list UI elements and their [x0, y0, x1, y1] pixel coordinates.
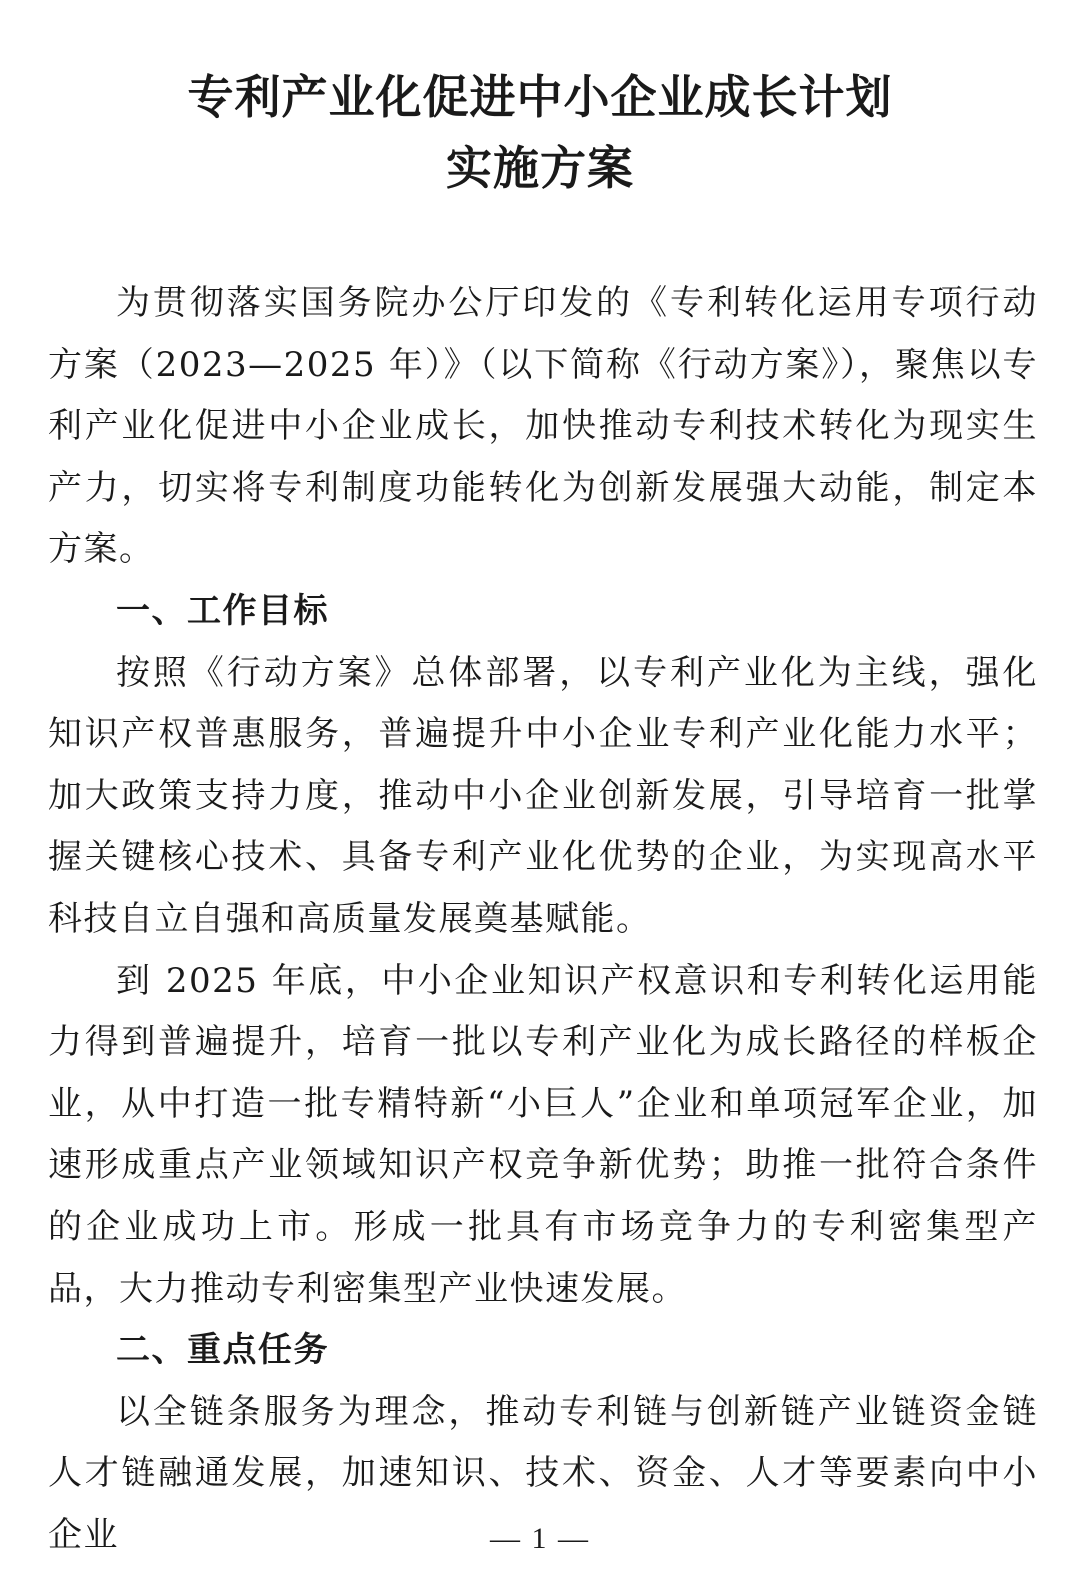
section2-heading: 二、重点任务: [116, 1330, 329, 1371]
section1-paragraph1: 按照《行动方案》总体部署，以专利产业化为主线，强化知识产权普惠服务，普遍提升中小企业专利产业化能力水平；加大政策支持力度，推动中小企业创新发展，引导培育一批掌握关键核心技术、具备专利产业化优势的企业，为实现高水平科技自立自强和高质量发展奠基赋能。: [48, 652, 1038, 939]
document-body: [48, 273, 1038, 1566]
document-title-line1: 专利产业化促进中小企业成长计划: [187, 70, 893, 124]
section1-paragraph2: 到 2025 年底，中小企业知识产权意识和专利转化运用能力得到普遍提升，培育一批以专利产业化为成长路径的样板企业，从中打造一批专精特新“小巨人”企业和单项冠军企业，加速形成重点产业领域知识产权竞争新优势；助推一批符合条件的企业成功上市。形成一批具有市场竞争力的专利密集型产品，大力推动专利密集型产业快速发展。: [48, 960, 1038, 1309]
page-number: — 1 —: [490, 1522, 590, 1555]
intro-paragraph: 为贯彻落实国务院办公厅印发的《专利转化运用专项行动方案（2023—2025 年）》（以下简称《行动方案》），聚焦以专利产业化促进中小企业成长，加快推动专利技术转化为现实生产力，切实将专利制度功能转化为创新发展强大动能，制定本方案。: [48, 283, 1038, 570]
document-title-line2: 实施方案: [446, 141, 634, 195]
section1-heading: 一、工作目标: [116, 590, 329, 631]
section2-paragraph1: 以全链条服务为理念，推动专利链与创新链产业链资金链人才链融通发展，加速知识、技术、资金、人才等要素向中小企业: [48, 1391, 1038, 1555]
